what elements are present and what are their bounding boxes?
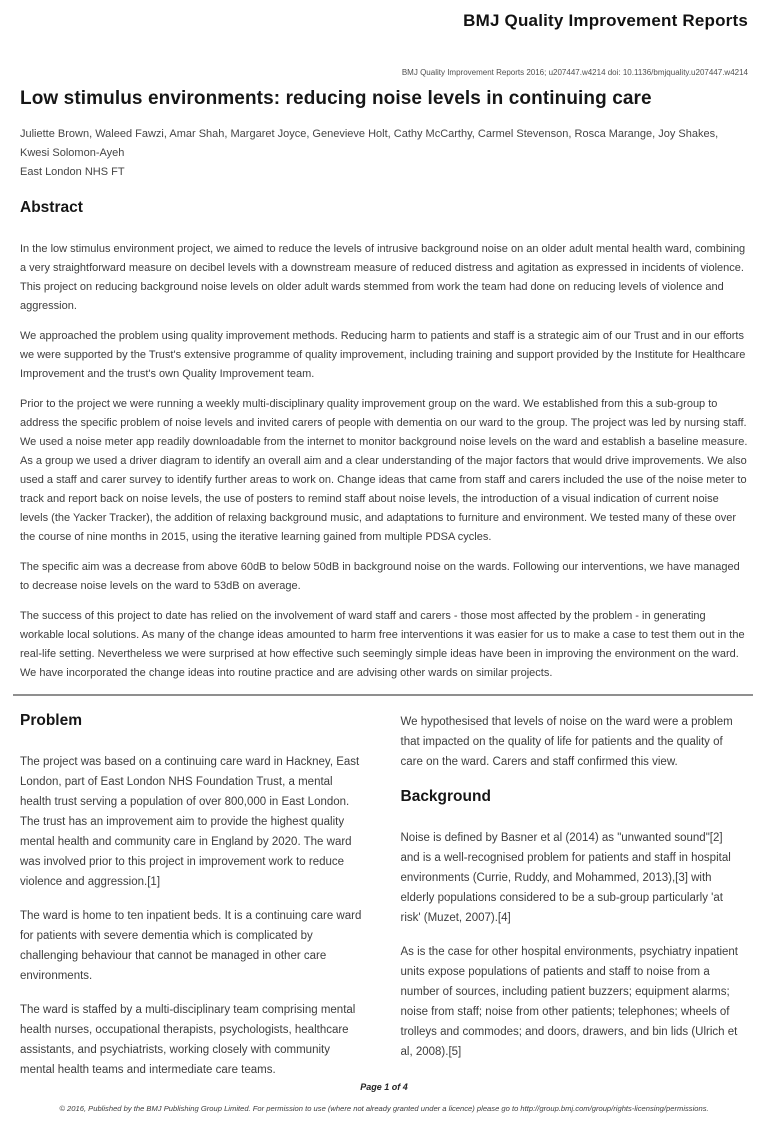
- abstract-paragraph-3: Prior to the project we were running a weekly multi-disciplinary quality improvement group on the ward. We established from this a sub-group to address the specific problem of noise levels and invited carers of people with dementia on our ward to the group. The project was led by nursing staff. We used a noise meter app readily downloadable from the internet to monitor background noise levels on the ward and establish a baseline measure. As a group we used a driver diagram to identify an overall aim and a clear understanding of the major factors that would drive improvements. We also used a staff and carer survey to identify further areas to work on. Change ideas that came from staff and carers included the use of the noise meter to track and report back on noise levels, the use of posters to remind staff about noise levels, the introduction of a visual indication of current noise levels (the Yacker Tracker), the addition of relaxing background music, and adaptations to furniture and environment. We tested many of these over the course of nine months in 2015, using the iterative learning gained from multiple PDSA cycles.: [20, 398, 748, 543]
- background-paragraph-1: Noise is defined by Basner et al (2014) as "unwanted sound"[2] and is a well-recognised problem for patients and staff in hospital environments (Currie, Ruddy, and Mohammed, 2013),[3] with elderly populations considered to be a sub-group particularly 'at risk' (Muzet, 2007).[4]: [400, 832, 731, 924]
- author-list: Juliette Brown, Waleed Fawzi, Amar Shah, Margaret Joyce, Genevieve Holt, Cathy McCarthy, Carmel Stevenson, Rosca Marange, Joy Shakes, Kwesi Solomon-Ayeh: [20, 128, 719, 159]
- problem-paragraph-1: The project was based on a continuing care ward in Hackney, East London, part of East London NHS Foundation Trust, a mental health trust serving a population of over 800,000 in East London. The trust has an improvement aim to provide the highest quality mental health and community care in England by 2020. The ward was involved prior to this project in improvement work to reduce violence and aggression.[1]: [20, 756, 360, 888]
- background-heading: Background: [400, 788, 491, 805]
- copyright-notice: © 2016, Published by the BMJ Publishing Group Limited. For permission to use (where not already granted under a licence) please go to http://group.bmj.com/group/rights-licensing/permissions.: [59, 1104, 709, 1113]
- page-footer: [0, 1082, 768, 1134]
- abstract-paragraph-5: The success of this project to date has relied on the involvement of ward staff and carers - those most affected by the problem - in generating workable local solutions. As many of the change ideas amounted to harm free interventions it was easier for us to make a case to test them out in the real-life setting. Nevertheless we were surprised at how effective such seemingly simple ideas have been in improving the environment on the ward. We have incorporated the change ideas into routine practice and are advising other wards on similar projects.: [20, 610, 745, 679]
- affiliation-line: East London NHS FT: [20, 166, 125, 178]
- background-paragraph-2: As is the case for other hospital environments, psychiatry inpatient units expose populations of patients and staff to noise from a number of sources, including patient buzzers; equipment alarms; noise from staff; noise from other patients; telephones; wheels of trolleys and commodes; and doors, drawers, and bin lids (Ulrich et al, 2008).[5]: [400, 946, 739, 1058]
- page-number: Page 1 of 4: [360, 1082, 408, 1092]
- column-right: [401, 712, 745, 1094]
- abstract-heading: Abstract: [20, 199, 83, 216]
- abstract-paragraph-1: In the low stimulus environment project, we aimed to reduce the levels of intrusive background noise on an older adult mental health ward, combining a very straightforward measure on decibel levels with a downstream measure of reduced distress and agitation as expressed in incidents of violence. This project on reducing background noise levels on older adult wards stemmed from work the team had done on reducing levels of violence and aggression.: [20, 243, 746, 312]
- article-title: Low stimulus environments: reducing noise levels in continuing care: [20, 88, 652, 109]
- problem-paragraph-3: The ward is staffed by a multi-disciplinary team comprising mental health nurses, occupational therapists, psychologists, healthcare assistants, and psychiatrists, working closely with community mental health teams and intermediate care teams.: [20, 1004, 356, 1076]
- abstract-body: [20, 240, 748, 683]
- journal-masthead: BMJ Quality Improvement Reports: [463, 11, 748, 30]
- problem-heading: Problem: [20, 712, 83, 729]
- abstract-paragraph-2: We approached the problem using quality improvement methods. Reducing harm to patients and staff is a strategic aim of our Trust and in our efforts we were supported by the Trust's extensive programme of quality improvement, including training and support provided by the Institute for Healthcare Improvement and the trust's own Quality Improvement team.: [20, 330, 746, 380]
- two-column-section: [0, 696, 768, 1094]
- abstract-paragraph-4: The specific aim was a decrease from above 60dB to below 50dB in background noise on the wards. Following our interventions, we have managed to decrease noise levels on the ward to 53dB on average.: [20, 561, 740, 592]
- problem-paragraph-2: The ward is home to ten inpatient beds. It is a continuing care ward for patients with severe dementia which is complicated by challenging behaviour that cannot be managed in other care environments.: [20, 910, 362, 982]
- column-left: [20, 712, 364, 1094]
- citation-line: BMJ Quality Improvement Reports 2016; u207447.w4214 doi: 10.1136/bmjquality.u207447.w4214: [401, 68, 748, 77]
- hypothesis-paragraph: We hypothesised that levels of noise on the ward were a problem that impacted on the quality of life for patients and the quality of care on the ward. Carers and staff confirmed this view.: [400, 716, 733, 768]
